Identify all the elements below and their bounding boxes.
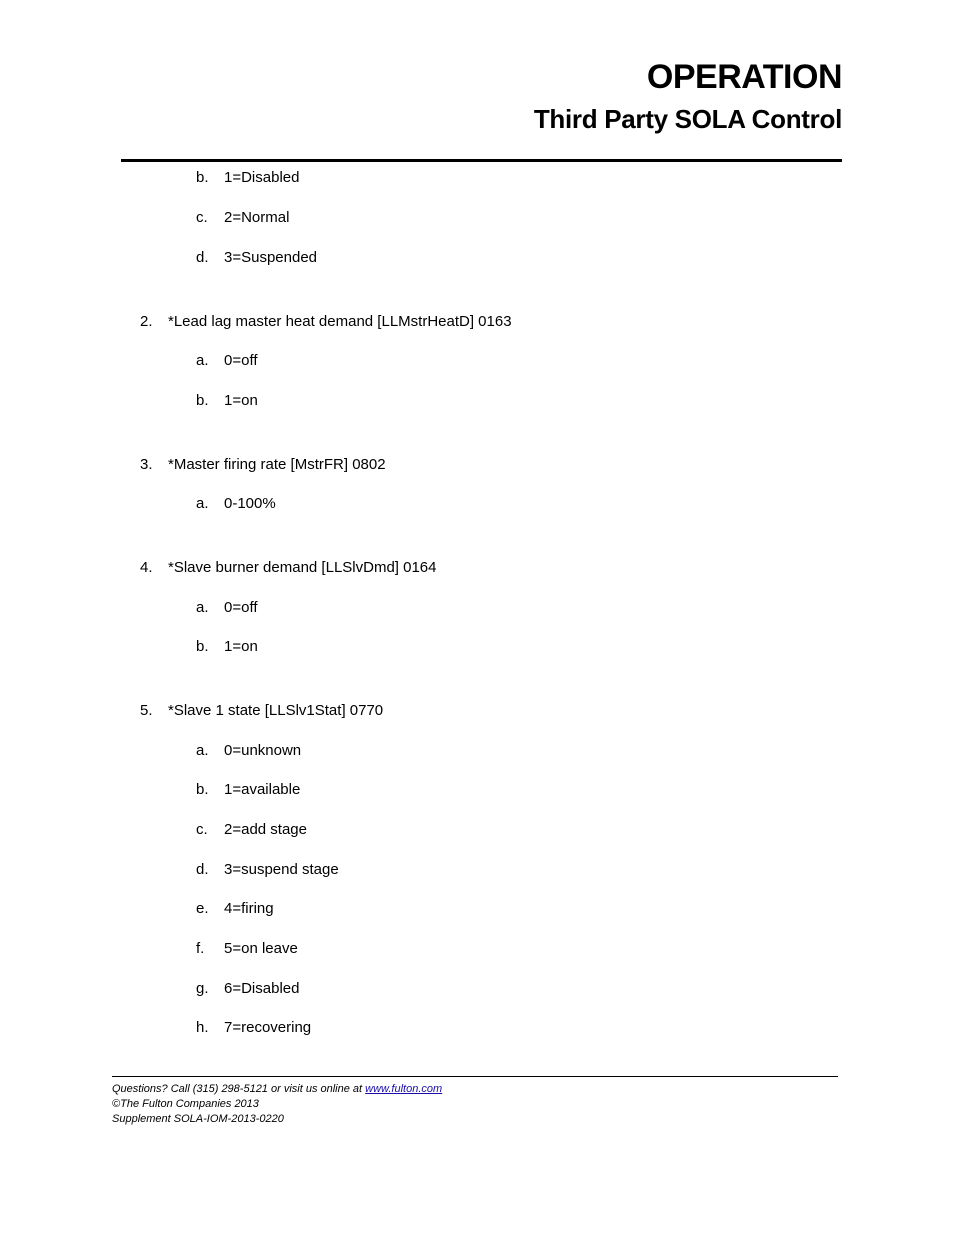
list-marker: a. [196,352,209,369]
list-marker: a. [196,495,209,512]
list-marker: 5. [140,702,153,719]
list-text: *Lead lag master heat demand [LLMstrHeatD] 0163 [168,313,512,330]
list-text: 7=recovering [224,1019,312,1036]
page-title: OPERATION [646,58,842,96]
list-marker: a. [196,599,209,616]
footer-questions-text: Questions? Call (315) 298-5121 or visit us online at [112,1083,366,1095]
list-text: 5=on leave [224,940,298,957]
list-text: 0-100% [224,495,276,512]
list-marker: c. [196,209,208,226]
list-marker: h. [196,1019,209,1036]
list-text: 1=on [224,638,258,655]
list-marker: 3. [140,456,153,473]
list-marker: b. [196,169,209,186]
list-marker: b. [196,781,209,798]
footer-supplement: Supplement SOLA-IOM-2013-0220 [112,1113,284,1125]
list-text: 1=available [224,781,301,798]
list-marker: a. [196,742,209,759]
list-text: 1=on [224,392,258,409]
list-text: *Master firing rate [MstrFR] 0802 [168,456,386,473]
list-marker: b. [196,392,209,409]
list-text: 2=add stage [224,821,307,838]
list-text: 6=Disabled [224,980,300,997]
footer-copyright: ©The Fulton Companies 2013 [112,1098,259,1110]
header-divider [121,159,842,162]
list-text: 0=off [224,352,258,369]
list-text: *Slave 1 state [LLSlv1Stat] 0770 [168,702,384,719]
list-marker: 2. [140,313,153,330]
list-marker: e. [196,900,209,917]
list-marker: d. [196,249,209,266]
footer-divider [112,1076,838,1077]
list-text: 0=off [224,599,258,616]
list-marker: g. [196,980,209,997]
list-text: 4=firing [224,900,274,917]
list-marker: b. [196,638,209,655]
list-marker: f. [196,940,205,957]
page-subtitle: Third Party SOLA Control [533,104,842,134]
list-text: 3=Suspended [224,249,318,266]
list-text: 1=Disabled [224,169,300,186]
list-text: 2=Normal [224,209,290,226]
list-text: 0=unknown [224,742,302,759]
list-marker: 4. [140,559,153,576]
list-text: 3=suspend stage [224,861,339,878]
footer-questions [112,1082,442,1096]
website-link[interactable]: www.fulton.com [365,1083,443,1095]
list-text: *Slave burner demand [LLSlvDmd] 0164 [168,559,437,576]
list-marker: d. [196,861,209,878]
list-marker: c. [196,821,208,838]
